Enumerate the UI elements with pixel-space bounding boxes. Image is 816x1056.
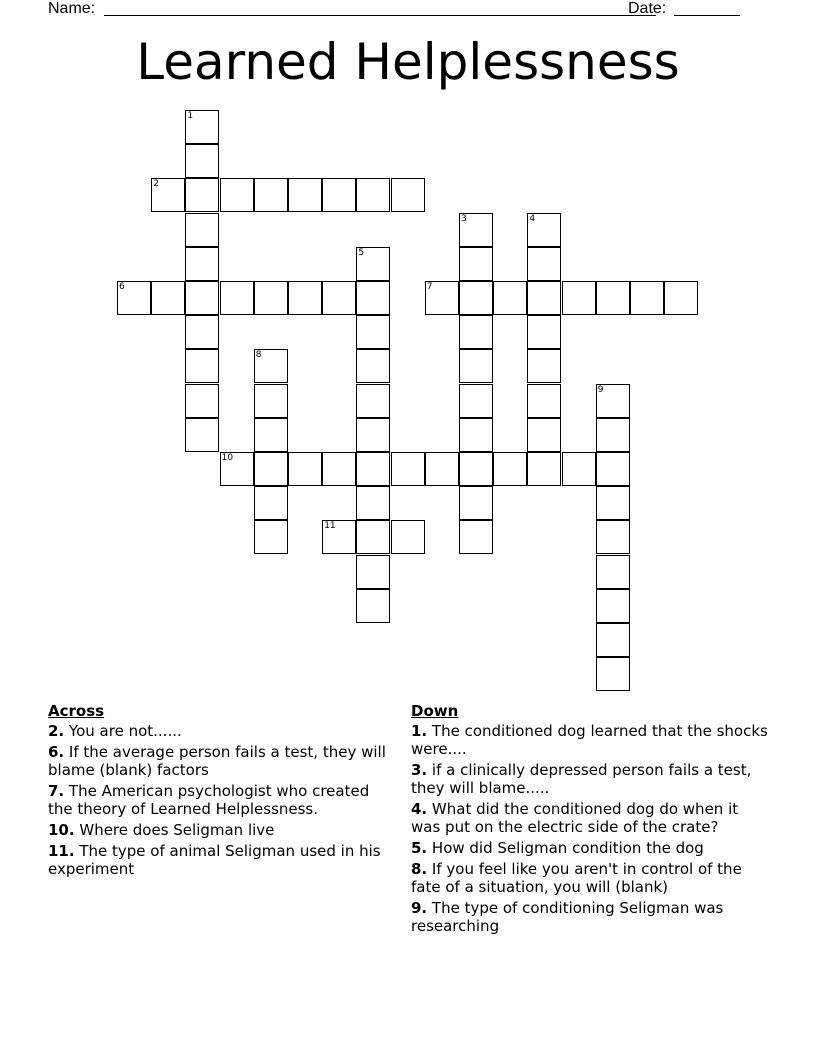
clue-number: 5.	[411, 839, 428, 857]
clue-down-4	[411, 800, 771, 836]
clue-number: 10.	[48, 821, 75, 839]
clue-text: How did Seligman condition the dog	[431, 839, 704, 857]
page-title: Learned Helplessness	[136, 33, 680, 91]
crossword-cell[interactable]	[527, 418, 561, 452]
crossword-cell[interactable]	[185, 349, 219, 383]
crossword-cell[interactable]	[185, 418, 219, 452]
crossword-cell[interactable]	[356, 555, 390, 589]
crossword-cell[interactable]	[254, 418, 288, 452]
across-clues	[48, 702, 398, 881]
crossword-cell[interactable]	[527, 213, 561, 247]
crossword-cell[interactable]	[664, 281, 698, 315]
clue-across-2	[48, 722, 398, 740]
crossword-cell[interactable]	[596, 281, 630, 315]
crossword-cell[interactable]	[356, 418, 390, 452]
clue-text: What did the conditioned dog do when it was put on the electric side of the crate?	[411, 800, 739, 836]
crossword-cell[interactable]	[527, 349, 561, 383]
crossword-cell[interactable]	[459, 247, 493, 281]
cell-number: 4	[529, 213, 536, 224]
crossword-cell[interactable]	[459, 452, 493, 486]
clue-number: 6.	[48, 743, 65, 761]
crossword-cell[interactable]	[562, 281, 596, 315]
crossword-cell[interactable]	[254, 452, 288, 486]
crossword-cell[interactable]	[254, 281, 288, 315]
crossword-cell[interactable]	[596, 384, 630, 418]
crossword-cell[interactable]	[254, 520, 288, 554]
crossword-cell[interactable]	[527, 281, 561, 315]
crossword-cell[interactable]	[596, 623, 630, 657]
crossword-cell[interactable]	[220, 281, 254, 315]
crossword-cell[interactable]	[288, 178, 322, 212]
crossword-cell[interactable]	[356, 349, 390, 383]
clue-across-7	[48, 782, 398, 818]
clue-across-11	[48, 842, 398, 878]
crossword-cell[interactable]	[117, 281, 151, 315]
clue-number: 8.	[411, 860, 428, 878]
clue-text: If you feel like you aren't in control of the fate of a situation, you will (blank)	[411, 860, 742, 896]
crossword-cell[interactable]	[356, 452, 390, 486]
crossword-cell[interactable]	[254, 486, 288, 520]
crossword-cell[interactable]	[356, 486, 390, 520]
cell-number: 7	[426, 282, 433, 292]
crossword-cell[interactable]	[425, 281, 459, 315]
crossword-cell[interactable]	[185, 384, 219, 418]
clue-text: if a clinically depressed person fails a test, they will blame.....	[411, 761, 752, 797]
clue-text: Where does Seligman live	[79, 821, 275, 839]
crossword-cell[interactable]	[459, 384, 493, 418]
clue-number: 7.	[48, 782, 65, 800]
crossword-cell[interactable]	[254, 384, 288, 418]
name-label: Name:	[48, 0, 96, 17]
crossword-cell[interactable]	[151, 281, 185, 315]
cell-number: 10	[221, 453, 234, 463]
cell-number: 1	[187, 111, 194, 121]
crossword-cell[interactable]	[185, 315, 219, 349]
crossword-cell[interactable]	[185, 281, 219, 315]
crossword-cell[interactable]	[596, 452, 630, 486]
cell-number: 9	[597, 384, 604, 395]
clue-down-3	[411, 761, 771, 797]
crossword-cell[interactable]	[596, 657, 630, 691]
clue-down-8	[411, 860, 771, 896]
cell-number: 6	[119, 282, 125, 292]
crossword-cell[interactable]	[391, 520, 425, 554]
crossword-cell[interactable]	[596, 555, 630, 589]
crossword-cell[interactable]	[322, 520, 356, 554]
crossword-cell[interactable]	[459, 349, 493, 383]
crossword-cell[interactable]	[185, 178, 219, 212]
clue-text: The type of conditioning Seligman was researching	[411, 899, 724, 935]
crossword-cell[interactable]	[356, 247, 390, 281]
cell-number: 8	[255, 350, 262, 361]
crossword-cell[interactable]	[391, 178, 425, 212]
crossword-cell[interactable]	[356, 520, 390, 554]
clue-text: The type of animal Seligman used in his experiment	[48, 842, 381, 878]
crossword-cell[interactable]	[288, 281, 322, 315]
crossword-cell[interactable]	[459, 315, 493, 349]
name-line[interactable]	[104, 15, 656, 16]
crossword-cell[interactable]	[254, 178, 288, 212]
clue-down-1	[411, 722, 771, 758]
crossword-cell[interactable]	[288, 452, 322, 486]
crossword-cell[interactable]	[356, 315, 390, 349]
clue-text: If the average person fails a test, they will blame (blank) factors	[48, 743, 386, 779]
clue-number: 2.	[48, 722, 65, 740]
crossword-cell[interactable]	[527, 452, 561, 486]
crossword-cell[interactable]	[220, 452, 254, 486]
clue-text: The American psychologist who created the theory of Learned Helplessness.	[48, 782, 370, 818]
clue-number: 1.	[411, 722, 428, 740]
crossword-cell[interactable]	[596, 589, 630, 623]
crossword-cell[interactable]	[527, 247, 561, 281]
crossword-cell[interactable]	[185, 247, 219, 281]
crossword-cell[interactable]	[356, 281, 390, 315]
crossword-cell[interactable]	[493, 281, 527, 315]
crossword-cell[interactable]	[151, 178, 185, 212]
crossword-cell[interactable]	[527, 315, 561, 349]
crossword-cell[interactable]	[356, 384, 390, 418]
crossword-cell[interactable]	[630, 281, 664, 315]
clue-number: 4.	[411, 800, 428, 818]
crossword-cell[interactable]	[459, 418, 493, 452]
crossword-cell[interactable]	[220, 178, 254, 212]
crossword-cell[interactable]	[459, 520, 493, 554]
crossword-cell[interactable]	[356, 178, 390, 212]
clue-across-6	[48, 743, 398, 779]
crossword-cell[interactable]	[322, 178, 356, 212]
crossword-cell[interactable]	[459, 213, 493, 247]
cell-number: 5	[358, 247, 365, 258]
crossword-cell[interactable]	[493, 452, 527, 486]
cell-number: 3	[461, 213, 467, 224]
crossword-cell[interactable]	[596, 520, 630, 554]
clue-number: 9.	[411, 899, 428, 917]
crossword-cell[interactable]	[185, 144, 219, 178]
crossword-cell[interactable]	[562, 452, 596, 486]
crossword-cell[interactable]	[596, 486, 630, 520]
cell-number: 2	[153, 179, 159, 190]
clue-number: 3.	[411, 761, 428, 779]
crossword-cell[interactable]	[185, 110, 219, 144]
crossword-cell[interactable]	[322, 452, 356, 486]
clue-number: 11.	[48, 842, 75, 860]
clue-text: The conditioned dog learned that the shocks were....	[411, 722, 768, 758]
crossword-cell[interactable]	[527, 384, 561, 418]
crossword-cell[interactable]	[322, 281, 356, 315]
across-heading: Across	[48, 702, 105, 720]
clue-across-10	[48, 821, 398, 839]
clue-down-9	[411, 899, 771, 935]
date-line[interactable]	[674, 15, 740, 16]
crossword-cell[interactable]	[459, 486, 493, 520]
crossword-cell[interactable]	[425, 452, 459, 486]
down-clues	[411, 702, 771, 938]
date-label: Date:	[628, 0, 667, 17]
crossword-cell[interactable]	[356, 589, 390, 623]
crossword-cell[interactable]	[254, 349, 288, 383]
crossword-cell[interactable]	[459, 281, 493, 315]
crossword-cell[interactable]	[391, 452, 425, 486]
down-heading: Down	[411, 702, 459, 720]
clue-down-5	[411, 839, 771, 857]
clue-text: You are not......	[68, 722, 182, 740]
crossword-cell[interactable]	[185, 213, 219, 247]
header	[48, 0, 748, 20]
crossword-cell[interactable]	[596, 418, 630, 452]
cell-number: 11	[324, 521, 336, 532]
